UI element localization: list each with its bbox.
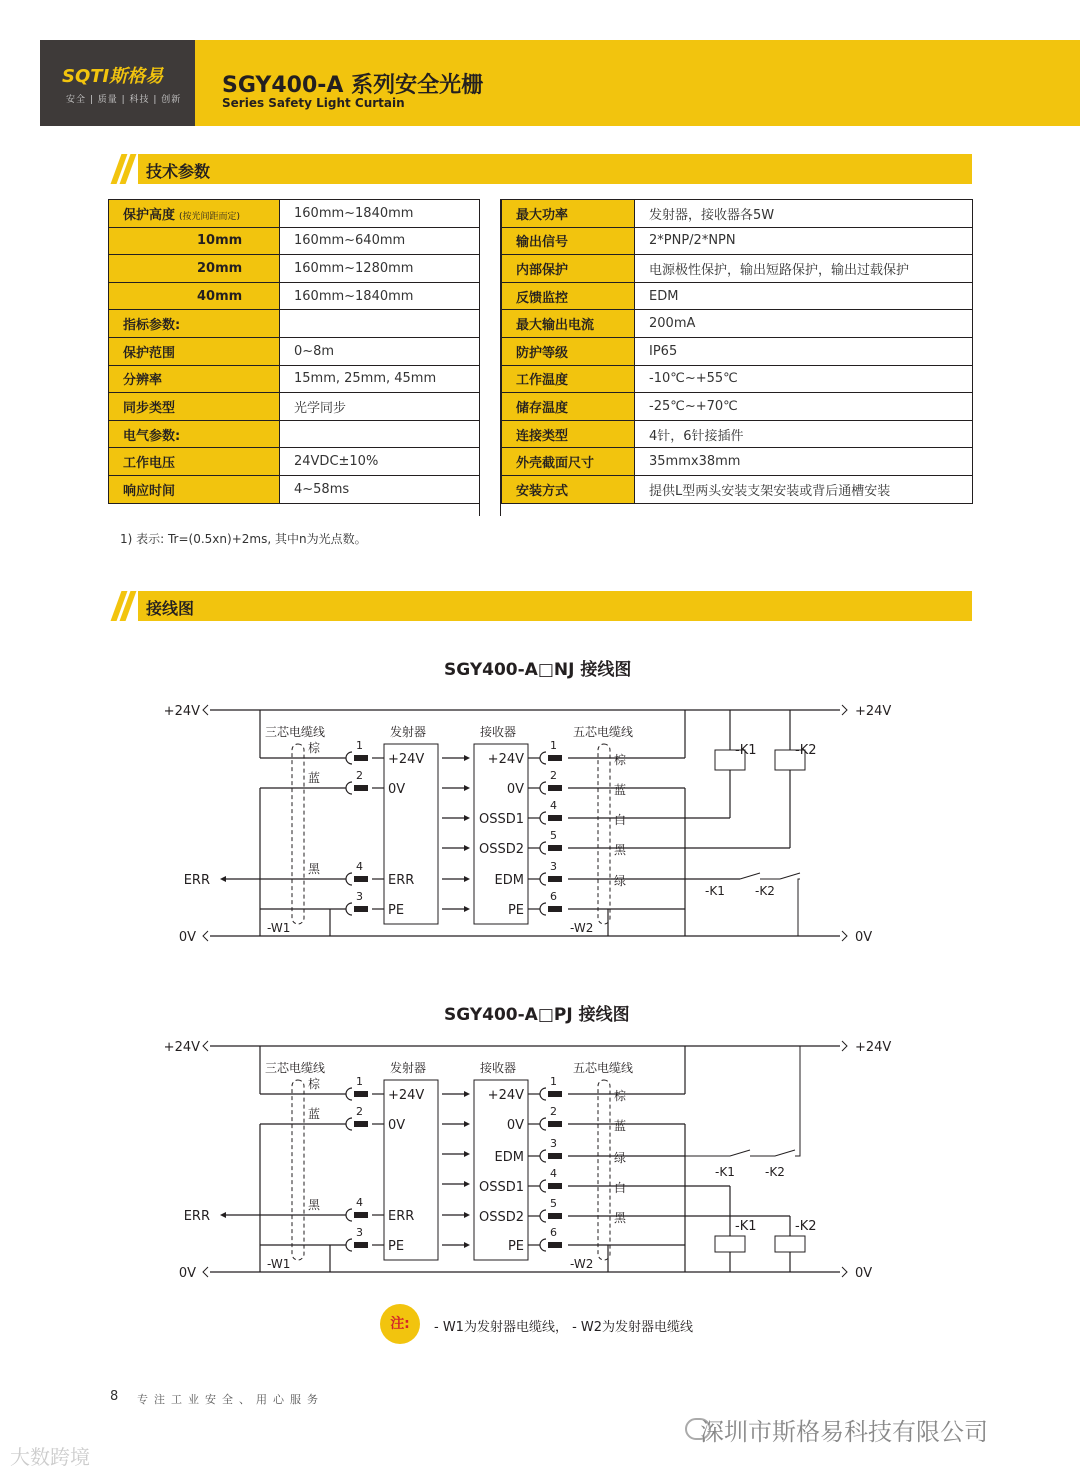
- arrow-icon: [464, 1151, 470, 1157]
- spec-table-left: [108, 199, 480, 504]
- emitter-pin-label: PE: [388, 1239, 405, 1254]
- connector-pin-icon: [354, 785, 368, 791]
- spec-key: [502, 310, 635, 338]
- specs_left-row: [109, 448, 480, 476]
- spec-key-text: 防护等级: [516, 345, 569, 361]
- wire-color-label: 白: [614, 813, 627, 827]
- rail-label-24v: +24V: [855, 704, 892, 719]
- arrow-icon: [464, 845, 470, 851]
- arrow-icon: [464, 1121, 470, 1127]
- rail-label-0v: 0V: [855, 1266, 873, 1281]
- page-number: 8: [110, 1389, 119, 1404]
- spec-key: [109, 448, 280, 476]
- cable-w1: [292, 1080, 304, 1260]
- wire-color-label: 棕: [614, 753, 627, 767]
- spec-key-text: 工作电压: [123, 456, 176, 472]
- cable-w2-label: -W2: [570, 921, 594, 935]
- wire-color-label: 黑: [308, 862, 321, 876]
- terminal-icon: [203, 705, 208, 715]
- spec-value: 160mm~1840mm: [280, 282, 480, 310]
- receiver-pin-label: 0V: [506, 1118, 524, 1133]
- note-badge: 注:: [380, 1304, 420, 1344]
- wire-color-label: 黑: [308, 1198, 321, 1212]
- spec-key-text: 40mm: [197, 288, 243, 304]
- spec-value: IP65: [635, 337, 973, 365]
- receiver-pin-number: 2: [550, 1105, 557, 1118]
- receiver-label: 接收器: [480, 1061, 517, 1075]
- spec-key: [109, 255, 280, 283]
- spec-value: 4针，6针接插件: [635, 420, 973, 448]
- receiver-pin-label: PE: [507, 1239, 524, 1254]
- specs_left-row: [109, 200, 480, 228]
- spec-key: [502, 448, 635, 476]
- emitter-pin-number: 4: [356, 860, 363, 873]
- connector-pin-icon: [548, 1153, 562, 1159]
- rail-label-24v: +24V: [163, 1040, 200, 1055]
- spec-key: [109, 337, 280, 365]
- section-header-wiring: [108, 591, 972, 621]
- spec-value: 200mA: [635, 310, 973, 338]
- spec-value: 4~58ms: [280, 475, 480, 503]
- spec-value: [280, 310, 480, 338]
- spec-value: 提供L型两头安装支架安装或背后通槽安装: [635, 475, 973, 503]
- connector-pin-icon: [548, 755, 562, 761]
- connector-socket-icon: [540, 1210, 546, 1222]
- wire-color-label: 棕: [308, 741, 321, 755]
- watermark: 大数跨境: [10, 1445, 90, 1469]
- spec-key-text: 指标参数:: [123, 318, 181, 334]
- spec-value: 电源极性保护，输出短路保护，输出过载保护: [635, 255, 973, 283]
- rail-label-24v: +24V: [855, 1040, 892, 1055]
- connector-socket-icon: [540, 873, 546, 885]
- company-name: 深圳市斯格易科技有限公司: [700, 1418, 988, 1446]
- receiver-pin-label: OSSD2: [478, 1210, 524, 1225]
- spec-key: [502, 365, 635, 393]
- footer-slogan: 专注工业安全、用心服务: [137, 1393, 324, 1406]
- specs_left-row: [109, 365, 480, 393]
- spec-key-text: 保护高度: [123, 207, 176, 223]
- receiver-box: [474, 744, 528, 924]
- connector-pin-icon: [548, 815, 562, 821]
- cable-w2: [598, 1080, 610, 1260]
- spec-key: [109, 282, 280, 310]
- rail-label-0v: 0V: [178, 1266, 196, 1281]
- spec-key: [109, 475, 280, 503]
- relay-contact-label: -K1: [705, 884, 725, 898]
- spec-key: [502, 255, 635, 283]
- spec-key-note: (按光间距而定): [179, 211, 241, 222]
- spec-key-text: 最大输出电流: [516, 318, 595, 334]
- emitter-pin-label: 0V: [388, 1118, 406, 1133]
- connector-socket-icon: [540, 1088, 546, 1100]
- relay-coil-icon: [715, 1236, 745, 1252]
- spec-key-text: 同步类型: [123, 400, 176, 416]
- section-title-wiring: 接线图: [146, 599, 195, 618]
- wiring-diagram-pj: [150, 1026, 910, 1291]
- receiver-pin-number: 3: [550, 1137, 557, 1150]
- connector-socket-icon: [346, 1239, 352, 1251]
- specs_left-row: [109, 282, 480, 310]
- relay-label: -K1: [735, 1219, 757, 1234]
- relay-contact-label: -K2: [755, 884, 775, 898]
- receiver-pin-label: +24V: [487, 752, 524, 767]
- spec-value: 发射器，接收器各5W: [635, 200, 973, 228]
- connector-socket-icon: [540, 782, 546, 794]
- connector-pin-icon: [354, 876, 368, 882]
- emitter-pin-number: 3: [356, 1226, 363, 1239]
- spec-value: 35mmx38mm: [635, 448, 973, 476]
- receiver-pin-label: 0V: [506, 782, 524, 797]
- receiver-label: 接收器: [480, 725, 517, 739]
- specs_right-row: [502, 475, 973, 503]
- page-subtitle: Series Safety Light Curtain: [222, 96, 405, 110]
- specs_right-row: [502, 282, 973, 310]
- rail-label-0v: 0V: [855, 930, 873, 945]
- receiver-pin-number: 5: [550, 829, 557, 842]
- spec-key-text: 最大功率: [516, 207, 569, 223]
- arrow-icon: [464, 1242, 470, 1248]
- note-text: - W1为发射器电缆线， - W2为发射器电缆线: [434, 1320, 694, 1335]
- connector-pin-icon: [354, 1121, 368, 1127]
- wire-color-label: 白: [614, 1181, 627, 1195]
- err-label: ERR: [183, 1209, 210, 1224]
- spec-key: [502, 227, 635, 255]
- wire-color-label: 绿: [614, 1151, 627, 1165]
- arrow-icon: [464, 1212, 470, 1218]
- relay-label: -K2: [795, 743, 817, 758]
- spec-value: 2*PNP/2*NPN: [635, 227, 973, 255]
- connector-pin-icon: [354, 1242, 368, 1248]
- brand-logo: SQTI斯格易: [62, 66, 164, 87]
- connector-pin-icon: [548, 1091, 562, 1097]
- connector-pin-icon: [354, 1091, 368, 1097]
- spec-key-text: 外壳截面尺寸: [516, 456, 595, 472]
- wiring-diagram-nj: [150, 690, 910, 955]
- terminal-icon: [842, 1041, 847, 1051]
- specs_right-row: [502, 227, 973, 255]
- terminal-icon: [842, 1267, 847, 1277]
- connector-pin-icon: [548, 1121, 562, 1127]
- connector-socket-icon: [540, 1239, 546, 1251]
- receiver-pin-label: OSSD1: [478, 812, 524, 827]
- receiver-pin-number: 2: [550, 769, 557, 782]
- spec-key-text: 20mm: [197, 260, 243, 276]
- connector-socket-icon: [540, 1150, 546, 1162]
- emitter-pin-label: +24V: [388, 1088, 425, 1103]
- receiver-box: [474, 1080, 528, 1260]
- wire-color-label: 蓝: [614, 783, 627, 797]
- connector-socket-icon: [540, 1118, 546, 1130]
- arrow-icon: [464, 906, 470, 912]
- spec-value: [280, 420, 480, 448]
- connector-pin-icon: [354, 755, 368, 761]
- spec-value: 光学同步: [280, 393, 480, 421]
- spec-value: 0~8m: [280, 337, 480, 365]
- emitter-box: [384, 1080, 438, 1260]
- connector-socket-icon: [540, 1180, 546, 1192]
- diagram-pj-title: SGY400-A□PJ 接线图: [444, 1005, 630, 1025]
- terminal-icon: [203, 1267, 208, 1277]
- spec-value: -25℃~+70℃: [635, 393, 973, 421]
- connector-socket-icon: [346, 782, 352, 794]
- specs_left-row: [109, 337, 480, 365]
- receiver-pin-number: 6: [550, 1226, 557, 1239]
- connector-socket-icon: [540, 903, 546, 915]
- spec-key: [502, 282, 635, 310]
- relay-contact-label: -K1: [715, 1165, 735, 1179]
- spec-key-text: 电气参数:: [123, 428, 181, 444]
- relay-contact-icon: [780, 873, 800, 936]
- spec-key-text: 反馈监控: [516, 290, 569, 306]
- connector-socket-icon: [346, 752, 352, 764]
- receiver-pin-label: +24V: [487, 1088, 524, 1103]
- wire-color-label: 棕: [614, 1089, 627, 1103]
- connector-socket-icon: [346, 903, 352, 915]
- relay-contact-icon: [685, 1046, 800, 1156]
- connector-socket-icon: [346, 1088, 352, 1100]
- receiver-pin-number: 4: [550, 799, 557, 812]
- spec-key-text: 10mm: [197, 233, 243, 249]
- wire-color-label: 黑: [614, 1211, 627, 1225]
- spec-key-text: 输出信号: [516, 235, 569, 251]
- err-label: ERR: [183, 873, 210, 888]
- cable-label-w2: 五芯电缆线: [573, 1061, 634, 1075]
- section-title-specs: 技术参数: [146, 162, 211, 181]
- relay-contact-label: -K2: [765, 1165, 785, 1179]
- arrow-icon: [464, 755, 470, 761]
- wire-color-label: 蓝: [308, 771, 321, 785]
- terminal-icon: [203, 1041, 208, 1051]
- wire-color-label: 黑: [614, 843, 627, 857]
- arrow-icon: [464, 876, 470, 882]
- connector-socket-icon: [346, 1209, 352, 1221]
- spec-key: [502, 200, 635, 228]
- spec-value: 24VDC±10%: [280, 448, 480, 476]
- arrow-icon: [464, 1091, 470, 1097]
- receiver-pin-number: 1: [550, 739, 557, 752]
- spec-key: [109, 420, 280, 448]
- specs_left-row: [109, 420, 480, 448]
- spec-key: [109, 365, 280, 393]
- connector-pin-icon: [354, 1212, 368, 1218]
- receiver-pin-number: 1: [550, 1075, 557, 1088]
- connector-pin-icon: [548, 785, 562, 791]
- spec-key-text: 保护范围: [123, 345, 176, 361]
- specs_left-row: [109, 227, 480, 255]
- specs_right-row: [502, 365, 973, 393]
- receiver-pin-label: OSSD2: [478, 842, 524, 857]
- emitter-pin-number: 1: [356, 1075, 363, 1088]
- emitter-label: 发射器: [390, 1061, 427, 1075]
- emitter-pin-label: 0V: [388, 782, 406, 797]
- page-title: SGY400-A 系列安全光栅: [222, 73, 484, 98]
- spec-table-right: [501, 199, 973, 504]
- wire-color-label: 绿: [614, 874, 627, 888]
- spec-value: EDM: [635, 282, 973, 310]
- arrow-icon: [220, 1212, 226, 1218]
- emitter-pin-number: 4: [356, 1196, 363, 1209]
- connector-pin-icon: [548, 876, 562, 882]
- table-divider: [479, 199, 501, 516]
- spec-note: 1) 表示: Tr=(0.5xn)+2ms, 其中n为光点数。: [120, 532, 367, 546]
- emitter-pin-number: 2: [356, 1105, 363, 1118]
- chevron-decoration-icon: [108, 154, 138, 184]
- arrow-icon: [220, 876, 226, 882]
- cable-w1: [292, 744, 304, 924]
- spec-value: -10℃~+55℃: [635, 365, 973, 393]
- specs_left-row: [109, 393, 480, 421]
- arrow-icon: [464, 1181, 470, 1187]
- spec-key: [502, 393, 635, 421]
- specs_right-row: [502, 337, 973, 365]
- wire-color-label: 蓝: [614, 1119, 627, 1133]
- terminal-icon: [203, 931, 208, 941]
- relay-label: -K1: [735, 743, 757, 758]
- connector-pin-icon: [354, 906, 368, 912]
- emitter-pin-number: 2: [356, 769, 363, 782]
- emitter-label: 发射器: [390, 725, 427, 739]
- specs_left-row: [109, 255, 480, 283]
- specs_right-row: [502, 420, 973, 448]
- spec-key: [502, 475, 635, 503]
- cable-w1-label: -W1: [267, 1257, 291, 1271]
- spec-key-text: 分辨率: [123, 373, 163, 389]
- connector-pin-icon: [548, 845, 562, 851]
- emitter-pin-number: 3: [356, 890, 363, 903]
- arrow-icon: [464, 815, 470, 821]
- receiver-pin-number: 6: [550, 890, 557, 903]
- relay-label: -K2: [795, 1219, 817, 1234]
- cable-label-w1: 三芯电缆线: [265, 1061, 326, 1075]
- connector-socket-icon: [540, 812, 546, 824]
- emitter-pin-label: PE: [388, 903, 405, 918]
- spec-key-text: 储存温度: [516, 400, 569, 416]
- receiver-pin-number: 4: [550, 1167, 557, 1180]
- cable-label-w2: 五芯电缆线: [573, 725, 634, 739]
- emitter-box: [384, 744, 438, 924]
- receiver-pin-label: EDM: [494, 1150, 524, 1165]
- spec-key-text: 响应时间: [123, 483, 176, 499]
- chevron-decoration-icon: [108, 591, 138, 621]
- spec-key-text: 工作温度: [516, 373, 569, 389]
- wire-color-label: 棕: [308, 1077, 321, 1091]
- emitter-pin-label: ERR: [388, 1209, 415, 1224]
- spec-key-text: 安装方式: [516, 483, 569, 499]
- receiver-pin-label: EDM: [494, 873, 524, 888]
- emitter-pin-label: +24V: [388, 752, 425, 767]
- cable-w1-label: -W1: [267, 921, 291, 935]
- connector-socket-icon: [540, 752, 546, 764]
- connector-pin-icon: [548, 1242, 562, 1248]
- receiver-pin-label: PE: [507, 903, 524, 918]
- specs_left-row: [109, 475, 480, 503]
- emitter-pin-number: 1: [356, 739, 363, 752]
- cable-w2-label: -W2: [570, 1257, 594, 1271]
- receiver-pin-number: 3: [550, 860, 557, 873]
- diagram-nj-title: SGY400-A□NJ 接线图: [444, 660, 632, 680]
- rail-label-0v: 0V: [178, 930, 196, 945]
- spec-key: [109, 310, 280, 338]
- specs_left-row: [109, 310, 480, 338]
- spec-key-text: 连接类型: [516, 428, 569, 444]
- emitter-pin-label: ERR: [388, 873, 415, 888]
- spec-value: 160mm~640mm: [280, 227, 480, 255]
- specs_right-row: [502, 255, 973, 283]
- terminal-icon: [842, 931, 847, 941]
- relay-contact-icon: [740, 873, 780, 879]
- specs_right-row: [502, 393, 973, 421]
- specs_right-row: [502, 448, 973, 476]
- arrow-icon: [464, 785, 470, 791]
- wire-color-label: 蓝: [308, 1107, 321, 1121]
- spec-key: [109, 200, 280, 228]
- terminal-icon: [842, 705, 847, 715]
- connector-pin-icon: [548, 906, 562, 912]
- connector-pin-icon: [548, 1183, 562, 1189]
- cable-w2: [598, 744, 610, 924]
- spec-value: 160mm~1280mm: [280, 255, 480, 283]
- spec-key: [502, 420, 635, 448]
- connector-socket-icon: [346, 1118, 352, 1130]
- connector-socket-icon: [540, 842, 546, 854]
- spec-value: 160mm~1840mm: [280, 200, 480, 228]
- connector-socket-icon: [346, 873, 352, 885]
- rail-label-24v: +24V: [163, 704, 200, 719]
- relay-coil-icon: [775, 1236, 805, 1252]
- spec-key: [502, 337, 635, 365]
- brand-logo-block: [40, 40, 195, 126]
- receiver-pin-label: OSSD1: [478, 1180, 524, 1195]
- specs_right-row: [502, 200, 973, 228]
- spec-value: 15mm, 25mm, 45mm: [280, 365, 480, 393]
- specs_right-row: [502, 310, 973, 338]
- connector-pin-icon: [548, 1213, 562, 1219]
- spec-key-text: 内部保护: [516, 262, 569, 278]
- section-header-specs: [108, 154, 972, 184]
- cable-label-w1: 三芯电缆线: [265, 725, 326, 739]
- receiver-pin-number: 5: [550, 1197, 557, 1210]
- spec-key: [109, 393, 280, 421]
- spec-key: [109, 227, 280, 255]
- brand-tagline: 安全 | 质量 | 科技 | 创新: [66, 95, 182, 105]
